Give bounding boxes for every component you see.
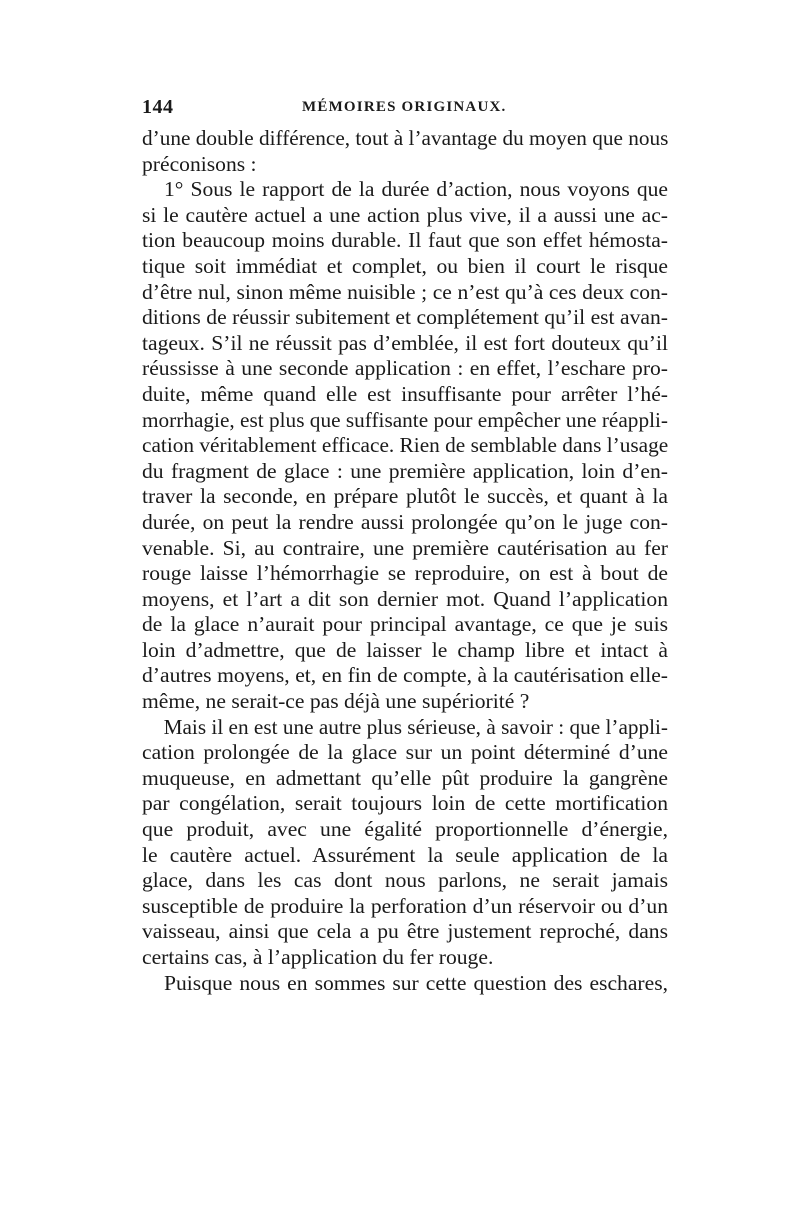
text-line: certains cas, à l’application du fer rouge.: [142, 945, 494, 969]
text-line: cation prolongée de la glace sur un point déterminé d’une: [142, 740, 668, 765]
body-text: [142, 126, 668, 996]
text-line: tageux. S’il ne réussit pas d’emblée, il est fort douteux qu’il: [142, 330, 668, 355]
text-line: rouge laisse l’hémorrhagie se reproduire, on est à bout de: [142, 561, 668, 586]
text-line: ditions de réussir subitement et complétement qu’il est avan-: [142, 305, 668, 330]
text-line: Puisque nous en sommes sur cette question des eschares,: [164, 970, 668, 995]
text-line: tion beaucoup moins durable. Il faut que son effet hémosta-: [142, 228, 668, 253]
paragraph: [142, 177, 668, 714]
text-line: Mais il en est une autre plus sérieuse, à savoir : que l’appli-: [163, 714, 669, 739]
text-line: 1° Sous le rapport de la durée d’action, nous voyons que: [164, 177, 668, 202]
page-header: [142, 96, 668, 122]
paragraph: [142, 126, 668, 177]
text-line: durée, on peut la rendre aussi prolongée qu’on le juge con-: [142, 509, 668, 534]
text-line: vaisseau, ainsi que cela a pu être justement reproché, dans: [142, 919, 668, 944]
text-line: loin d’admettre, que de laisser le champ libre et intact à: [142, 637, 668, 662]
book-page: [142, 96, 668, 996]
text-line: susceptible de produire la perforation d’un réservoir ou d’un: [142, 893, 668, 918]
text-line: venable. Si, au contraire, une première cautérisation au fer: [142, 535, 668, 560]
text-line: morrhagie, est plus que suffisante pour empêcher une réappli-: [142, 407, 668, 432]
text-line: tique soit immédiat et complet, ou bien il court le risque: [142, 253, 668, 278]
text-line: duite, même quand elle est insuffisante pour arrêter l’hé-: [142, 381, 668, 406]
text-line: glace, dans les cas dont nous parlons, ne serait jamais: [142, 868, 668, 893]
text-line: d’être nul, sinon même nuisible ; ce n’est qu’à ces deux con-: [142, 279, 668, 304]
text-line: cation véritablement efficace. Rien de semblable dans l’usage: [142, 433, 669, 458]
text-line: que produit, avec une égalité proportionnelle d’énergie,: [142, 817, 668, 842]
text-line: moyens, et l’art a dit son dernier mot. Quand l’application: [142, 586, 668, 611]
text-line: si le cautère actuel a une action plus vive, il a aussi une ac-: [142, 202, 668, 227]
paragraph: [142, 715, 668, 971]
paragraph: [142, 971, 668, 997]
running-head: MÉMOIRES ORIGINAUX.: [302, 99, 507, 115]
text-line: le cautère actuel. Assurément la seule application de la: [142, 842, 668, 867]
text-line: de la glace n’aurait pour principal avantage, ce que je suis: [142, 612, 668, 637]
text-line: même, ne serait-ce pas déjà une supériorité ?: [142, 689, 530, 714]
page-number: 144: [142, 96, 174, 118]
text-line: réussisse à une seconde application : en effet, l’eschare pro-: [142, 356, 668, 381]
text-line: muqueuse, en admettant qu’elle pût produire la gangrène: [142, 765, 668, 790]
text-line: d’une double différence, tout à l’avantage du moyen que nous: [142, 126, 669, 150]
text-line: d’autres moyens, et, en fin de compte, à la cautérisation elle-: [142, 663, 668, 688]
text-line: traver la seconde, en prépare plutôt le succès, et quant à la: [142, 484, 668, 509]
text-line: par congélation, serait toujours loin de cette mortification: [142, 791, 668, 816]
text-line: du fragment de glace : une première application, loin d’en-: [142, 458, 668, 483]
text-line: préconisons :: [142, 151, 257, 176]
